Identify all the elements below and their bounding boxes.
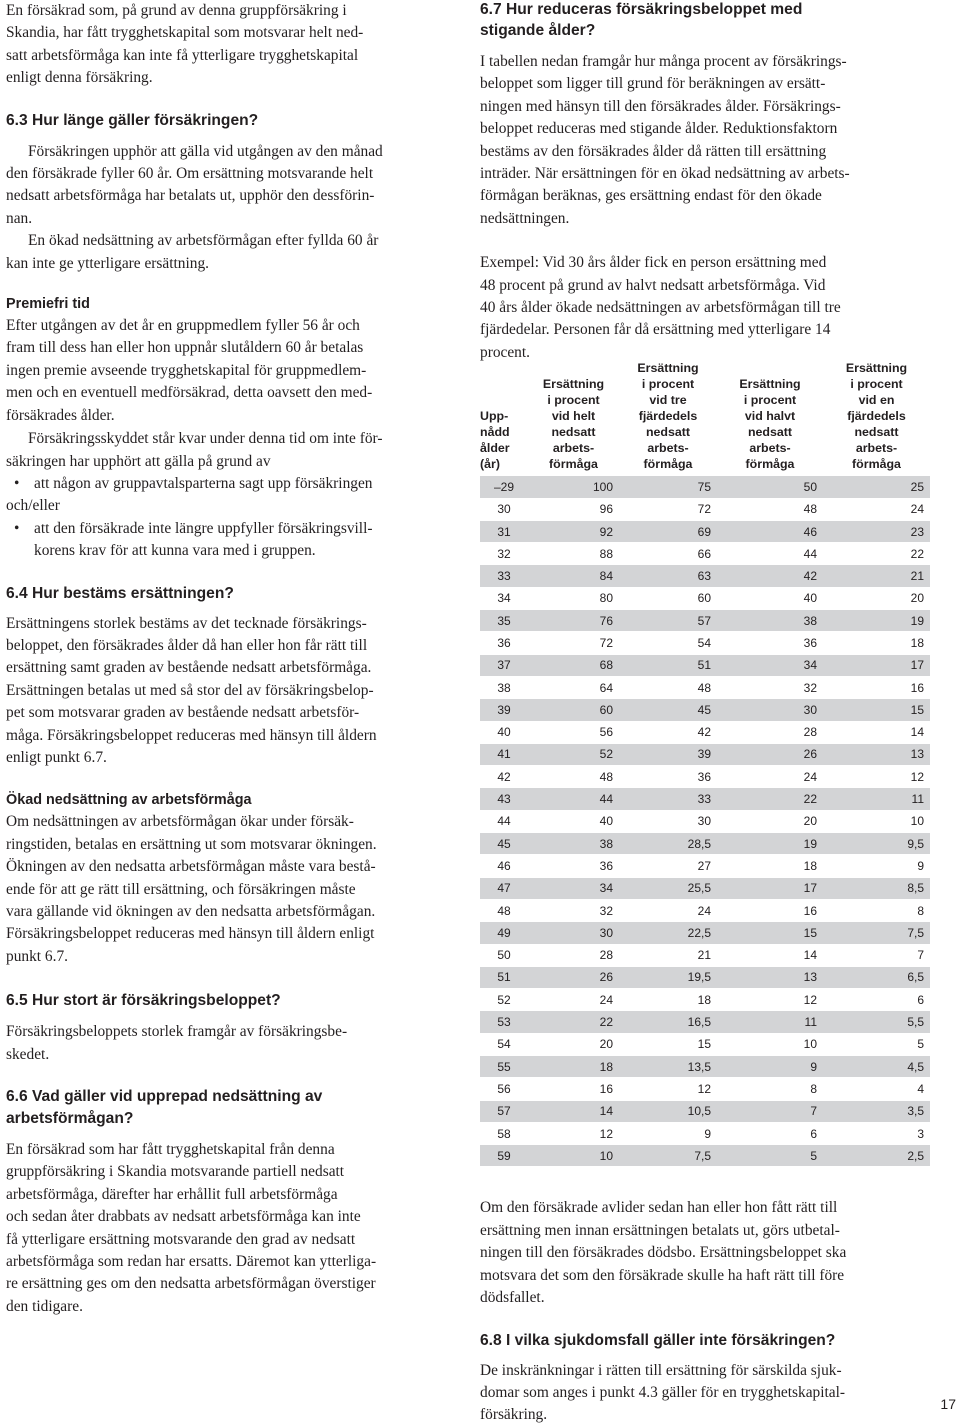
percent-cell: 66 <box>619 543 717 565</box>
percent-cell: 38 <box>528 833 619 855</box>
percent-cell: 12 <box>619 1078 717 1100</box>
s63-paragraph-2: En ökad nedsättning av arbetsförmågan efter fyllda 60 år kan inte ge ytterligare ersättning. <box>6 232 379 272</box>
percent-cell: 30 <box>619 810 717 832</box>
percent-cell: 23 <box>823 520 930 542</box>
age-cell: 36 <box>480 632 528 654</box>
heading-6-4: 6.4 Hur bestäms ersättningen? <box>6 584 234 602</box>
percent-cell: 16,5 <box>619 1011 717 1033</box>
s66-paragraph: En försäkrad som har fått trygghetskapital från denna gruppförsäkring i Skandia motsvarande partiell nedsatt arbetsförmåga, därefter har erhållit full arbetsförmåga och sedan åter drabbats av nedsatt arbetsförmåga kan inte få ytterligare ersättning motsvarande den grad av nedsatt arbetsförmåga som redan har ersatts. Däremot kan ytterliga- re ersättning ges om den nedsatta arbetsförmågan överstiger den tidigare. <box>6 1141 377 1315</box>
percent-cell: 76 <box>528 610 619 632</box>
percent-cell: 96 <box>528 498 619 520</box>
age-cell: 40 <box>480 721 528 743</box>
table-row <box>480 587 930 609</box>
percent-cell: 13 <box>823 743 930 765</box>
percent-cell: 18 <box>528 1056 619 1078</box>
percent-cell: 25,5 <box>619 877 717 899</box>
percent-cell: 7 <box>823 944 930 966</box>
percent-cell: 36 <box>717 632 823 654</box>
table-row <box>480 543 930 565</box>
percent-cell: 24 <box>717 766 823 788</box>
table-row <box>480 899 930 921</box>
table-row <box>480 654 930 676</box>
percent-cell: 56 <box>528 721 619 743</box>
percent-cell: 39 <box>619 743 717 765</box>
intro-paragraph: En försäkrad som, på grund av denna gruppförsäkring i Skandia, har fått trygghetskapital som motsvarar helt ned- satt arbetsförmåga kan inte få ytterligare trygghetskapital enligt denna försäkring. <box>6 2 364 87</box>
s65-paragraph: Försäkringsbeloppets storlek framgår av försäkringsbe- skedet. <box>6 1023 348 1063</box>
page-number: 17 <box>940 1396 956 1412</box>
percent-cell: 24 <box>528 989 619 1011</box>
percent-cell: 48 <box>619 676 717 698</box>
table-row <box>480 1078 930 1100</box>
age-cell: 33 <box>480 565 528 587</box>
table-row <box>480 565 930 587</box>
percent-cell: 10,5 <box>619 1100 717 1122</box>
percent-cell: 22 <box>823 543 930 565</box>
table-row <box>480 1011 930 1033</box>
table-row <box>480 944 930 966</box>
percent-cell: 36 <box>528 855 619 877</box>
percent-cell: 34 <box>528 877 619 899</box>
heading-6-3: 6.3 Hur länge gäller försäkringen? <box>6 111 259 129</box>
percent-cell: 5 <box>823 1033 930 1055</box>
table-header-row <box>480 360 930 476</box>
percent-cell: 16 <box>528 1078 619 1100</box>
percent-cell: 18 <box>717 855 823 877</box>
percent-cell: 14 <box>823 721 930 743</box>
premiefri-paragraph-1: Efter utgången av det år en gruppmedlem fyller 56 år och fram till dess han eller hon uppnår slutåldern 60 år betalas ingen premie avseende trygghetskapital för gruppmedlem- men och en eventuell medförsäkrad, detta oavsett den med- försäkrades ålder. <box>6 317 373 424</box>
percent-cell: 8 <box>717 1078 823 1100</box>
column-header-age: Upp- nådd ålder (år) <box>480 409 510 472</box>
table-row <box>480 1122 930 1144</box>
percent-cell: 38 <box>717 610 823 632</box>
percent-cell: 7,5 <box>619 1145 717 1167</box>
age-cell: –29 <box>480 476 528 498</box>
heading-6-8: 6.8 I vilka sjukdomsfall gäller inte försäkringen? <box>480 1331 836 1349</box>
percent-cell: 32 <box>717 676 823 698</box>
table-row <box>480 766 930 788</box>
percent-cell: 12 <box>717 989 823 1011</box>
percent-cell: 3 <box>823 1122 930 1144</box>
percent-cell: 30 <box>717 699 823 721</box>
age-cell: 52 <box>480 989 528 1011</box>
table-row <box>480 520 930 542</box>
percent-cell: 84 <box>528 565 619 587</box>
percent-cell: 19,5 <box>619 966 717 988</box>
bullet-connector: och/eller <box>6 497 60 515</box>
table-row <box>480 810 930 832</box>
table-row <box>480 721 930 743</box>
table-row <box>480 610 930 632</box>
percent-cell: 24 <box>823 498 930 520</box>
percent-cell: 32 <box>528 899 619 921</box>
percent-cell: 13 <box>717 966 823 988</box>
age-cell: 59 <box>480 1145 528 1167</box>
bullet-item: • att den försäkrade inte längre uppfyller försäkringsvill- korens krav för att kunna vara med i gruppen. <box>6 518 450 563</box>
column-header-4: Ersättning i procent vid en fjärdedels nedsatt arbets- förmåga <box>845 361 908 472</box>
premiefri-paragraph-2: Försäkringsskyddet står kvar under denna tid om inte för- säkringen har upphört att gälla på grund av <box>6 430 383 470</box>
percent-cell: 48 <box>717 498 823 520</box>
table-row <box>480 1100 930 1122</box>
age-cell: 44 <box>480 810 528 832</box>
percent-cell: 15 <box>823 699 930 721</box>
percent-cell: 7 <box>717 1100 823 1122</box>
percent-cell: 15 <box>717 922 823 944</box>
okad-paragraph: Om nedsättningen av arbetsförmågan ökar under försäk- ringstiden, betalas en ersättning ut som motsvarar ökningen. Ökningen av den nedsatta arbetsförmågan måste vara bestå- ende för att ge rätt till ersättning, och försäkringen måste vara gällande vid ökningen av den nedsatta arbetsförmågan. Försäkringsbeloppet reduceras med hänsyn till åldern enligt punkt 6.7. <box>6 813 377 965</box>
age-cell: 50 <box>480 944 528 966</box>
percent-cell: 6,5 <box>823 966 930 988</box>
table-row <box>480 1145 930 1167</box>
percent-cell: 19 <box>823 610 930 632</box>
table-row <box>480 743 930 765</box>
left-column <box>6 0 450 1318</box>
percent-cell: 10 <box>823 810 930 832</box>
percent-cell: 26 <box>528 966 619 988</box>
table-row <box>480 855 930 877</box>
age-cell: 49 <box>480 922 528 944</box>
age-cell: 42 <box>480 766 528 788</box>
percent-cell: 9 <box>619 1122 717 1144</box>
s67-paragraph-1: I tabellen nedan framgår hur många procent av försäkrings- beloppet som ligger till grund för beräkningen av ersätt- ningen med hänsyn till den försäkrades ålder. Försäkrings- beloppet reduceras med stigande ålder. Reduktionsfaktorn bestäms av den försäkrades ålder då rätten till ersättning inträder. När ersättningen för en ökad nedsättning av arbets- förmågan beräknas, ges ersättning endast för den ökade nedsättningen. <box>480 53 850 227</box>
percent-cell: 20 <box>823 587 930 609</box>
percent-cell: 60 <box>528 699 619 721</box>
percent-cell: 4 <box>823 1078 930 1100</box>
table-row <box>480 676 930 698</box>
percent-cell: 36 <box>619 766 717 788</box>
percent-cell: 8 <box>823 899 930 921</box>
age-cell: 43 <box>480 788 528 810</box>
bullet-item: • att någon av gruppavtalsparterna sagt upp försäkringen <box>6 473 450 495</box>
percent-cell: 9 <box>823 855 930 877</box>
percent-cell: 54 <box>619 632 717 654</box>
percent-cell: 69 <box>619 520 717 542</box>
percent-cell: 60 <box>619 587 717 609</box>
heading-okad-nedsattning: Ökad nedsättning av arbetsförmåga <box>6 792 252 809</box>
percent-cell: 42 <box>619 721 717 743</box>
percent-cell: 14 <box>717 944 823 966</box>
percent-cell: 14 <box>528 1100 619 1122</box>
table-body <box>480 476 930 1167</box>
percent-cell: 10 <box>528 1145 619 1167</box>
percent-cell: 100 <box>528 476 619 498</box>
percent-cell: 44 <box>528 788 619 810</box>
percent-cell: 22,5 <box>619 922 717 944</box>
percent-cell: 20 <box>717 810 823 832</box>
age-cell: 57 <box>480 1100 528 1122</box>
percent-cell: 6 <box>717 1122 823 1144</box>
percent-cell: 48 <box>528 766 619 788</box>
percent-cell: 17 <box>823 654 930 676</box>
percent-cell: 18 <box>823 632 930 654</box>
age-cell: 31 <box>480 520 528 542</box>
s68-paragraph: De inskränkningar i rätten till ersättning för särskilda sjuk- domar som anges i punkt 4.3 gäller för en trygghetskapital- försäkring. <box>480 1361 846 1424</box>
table-row <box>480 632 930 654</box>
table-row <box>480 922 930 944</box>
percent-cell: 11 <box>823 788 930 810</box>
table-row <box>480 833 930 855</box>
table-row <box>480 699 930 721</box>
percent-cell: 3,5 <box>823 1100 930 1122</box>
percent-cell: 9 <box>717 1056 823 1078</box>
percent-cell: 64 <box>528 676 619 698</box>
premiefri-bullet-list <box>6 473 450 495</box>
percent-cell: 6 <box>823 989 930 1011</box>
percent-cell: 22 <box>717 788 823 810</box>
percent-cell: 44 <box>717 543 823 565</box>
percent-cell: 12 <box>823 766 930 788</box>
age-cell: 35 <box>480 610 528 632</box>
percent-cell: 51 <box>619 654 717 676</box>
percent-cell: 72 <box>528 632 619 654</box>
percent-cell: 33 <box>619 788 717 810</box>
percent-cell: 42 <box>717 565 823 587</box>
s63-paragraph-1: Försäkringen upphör att gälla vid utgången av den månad den försäkrade fyller 60 år. Om ersättning motsvarande helt nedsatt arbetsförmåga har betalats ut, upphör den dessförin- nan. <box>6 142 383 227</box>
percent-cell: 88 <box>528 543 619 565</box>
percent-cell: 9,5 <box>823 833 930 855</box>
s64-paragraph: Ersättningens storlek bestäms av det tecknade försäkrings- beloppet, den försäkrades ålder då han eller hon får rätt till ersättning samt graden av bestående nedsatt arbetsförmåga. Ersättningen betalas ut med så stor del av försäkringsbelop- pet som motsvarar graden av bestående nedsatt arbetsför- måga. Försäkringsbeloppet reduceras med hänsyn till åldern enligt punkt 6.7. <box>6 614 377 766</box>
percent-cell: 34 <box>717 654 823 676</box>
age-cell: 55 <box>480 1056 528 1078</box>
percent-cell: 28,5 <box>619 833 717 855</box>
percent-cell: 80 <box>528 587 619 609</box>
age-cell: 38 <box>480 676 528 698</box>
table-row <box>480 1056 930 1078</box>
percent-cell: 20 <box>528 1033 619 1055</box>
percent-cell: 63 <box>619 565 717 587</box>
heading-6-6: 6.6 Vad gäller vid upprepad nedsättning av arbetsförmågan? <box>6 1088 323 1128</box>
percent-cell: 2,5 <box>823 1145 930 1167</box>
percent-cell: 16 <box>717 899 823 921</box>
age-cell: 32 <box>480 543 528 565</box>
heading-6-7: 6.7 Hur reduceras försäkringsbeloppet med stigande ålder? <box>480 1 803 39</box>
percent-cell: 28 <box>717 721 823 743</box>
percent-cell: 7,5 <box>823 922 930 944</box>
percent-cell: 8,5 <box>823 877 930 899</box>
column-header-2: Ersättning i procent vid tre fjärdedels nedsatt arbets- förmåga <box>637 361 699 472</box>
premiefri-bullet-list-2 <box>6 518 450 563</box>
table-row <box>480 966 930 988</box>
age-cell: 45 <box>480 833 528 855</box>
table-row <box>480 498 930 520</box>
percent-cell: 68 <box>528 654 619 676</box>
percent-cell: 92 <box>528 520 619 542</box>
percent-cell: 4,5 <box>823 1056 930 1078</box>
percent-cell: 5,5 <box>823 1011 930 1033</box>
percent-cell: 21 <box>619 944 717 966</box>
column-header-3: Ersättning i procent vid halvt nedsatt arbets- förmåga <box>739 377 801 472</box>
table-row <box>480 877 930 899</box>
percent-cell: 28 <box>528 944 619 966</box>
age-cell: 53 <box>480 1011 528 1033</box>
percent-cell: 24 <box>619 899 717 921</box>
age-cell: 34 <box>480 587 528 609</box>
age-cell: 47 <box>480 877 528 899</box>
percent-cell: 15 <box>619 1033 717 1055</box>
percent-cell: 26 <box>717 743 823 765</box>
percent-cell: 13,5 <box>619 1056 717 1078</box>
age-reduction-table <box>480 360 930 1167</box>
percent-cell: 19 <box>717 833 823 855</box>
percent-cell: 21 <box>823 565 930 587</box>
column-header-1: Ersättning i procent vid helt nedsatt arbets- förmåga <box>542 377 605 472</box>
percent-cell: 40 <box>528 810 619 832</box>
percent-cell: 75 <box>619 476 717 498</box>
percent-cell: 10 <box>717 1033 823 1055</box>
percent-cell: 22 <box>528 1011 619 1033</box>
after-table-paragraph: Om den försäkrade avlider sedan han eller hon fått rätt till ersättning men innan ersättningen betalats ut, görs utbetal- ningen till den försäkrades dödsbo. Ersättningsbeloppet ska motsvara det som den försäkrade skulle ha haft rätt till före dödsfallet. <box>480 1199 847 1307</box>
percent-cell: 17 <box>717 877 823 899</box>
percent-cell: 40 <box>717 587 823 609</box>
right-column <box>480 0 930 1427</box>
age-cell: 46 <box>480 855 528 877</box>
age-cell: 39 <box>480 699 528 721</box>
table-row <box>480 788 930 810</box>
percent-cell: 72 <box>619 498 717 520</box>
percent-cell: 27 <box>619 855 717 877</box>
table-row <box>480 989 930 1011</box>
age-cell: 48 <box>480 899 528 921</box>
percent-cell: 46 <box>717 520 823 542</box>
table-row <box>480 1033 930 1055</box>
age-cell: 41 <box>480 743 528 765</box>
heading-premiefri-tid: Premiefri tid <box>6 296 90 313</box>
percent-cell: 52 <box>528 743 619 765</box>
percent-cell: 30 <box>528 922 619 944</box>
percent-cell: 11 <box>717 1011 823 1033</box>
percent-cell: 57 <box>619 610 717 632</box>
age-cell: 51 <box>480 966 528 988</box>
s67-example-paragraph: Exempel: Vid 30 års ålder fick en person ersättning med 48 procent på grund av halvt nedsatt arbetsförmåga. Vid 40 års ålder ökade nedsättningen av arbetsförmågan till tre fjärdedelar. Personen får då ersättning med ytterligare 14 procent. <box>480 254 841 361</box>
heading-6-5: 6.5 Hur stort är försäkringsbeloppet? <box>6 992 281 1010</box>
percent-cell: 50 <box>717 476 823 498</box>
age-cell: 58 <box>480 1122 528 1144</box>
age-cell: 54 <box>480 1033 528 1055</box>
percent-cell: 45 <box>619 699 717 721</box>
percent-cell: 5 <box>717 1145 823 1167</box>
age-cell: 37 <box>480 654 528 676</box>
percent-cell: 25 <box>823 476 930 498</box>
percent-cell: 12 <box>528 1122 619 1144</box>
age-cell: 30 <box>480 498 528 520</box>
age-cell: 56 <box>480 1078 528 1100</box>
table-row <box>480 476 930 498</box>
percent-cell: 16 <box>823 676 930 698</box>
percent-cell: 18 <box>619 989 717 1011</box>
